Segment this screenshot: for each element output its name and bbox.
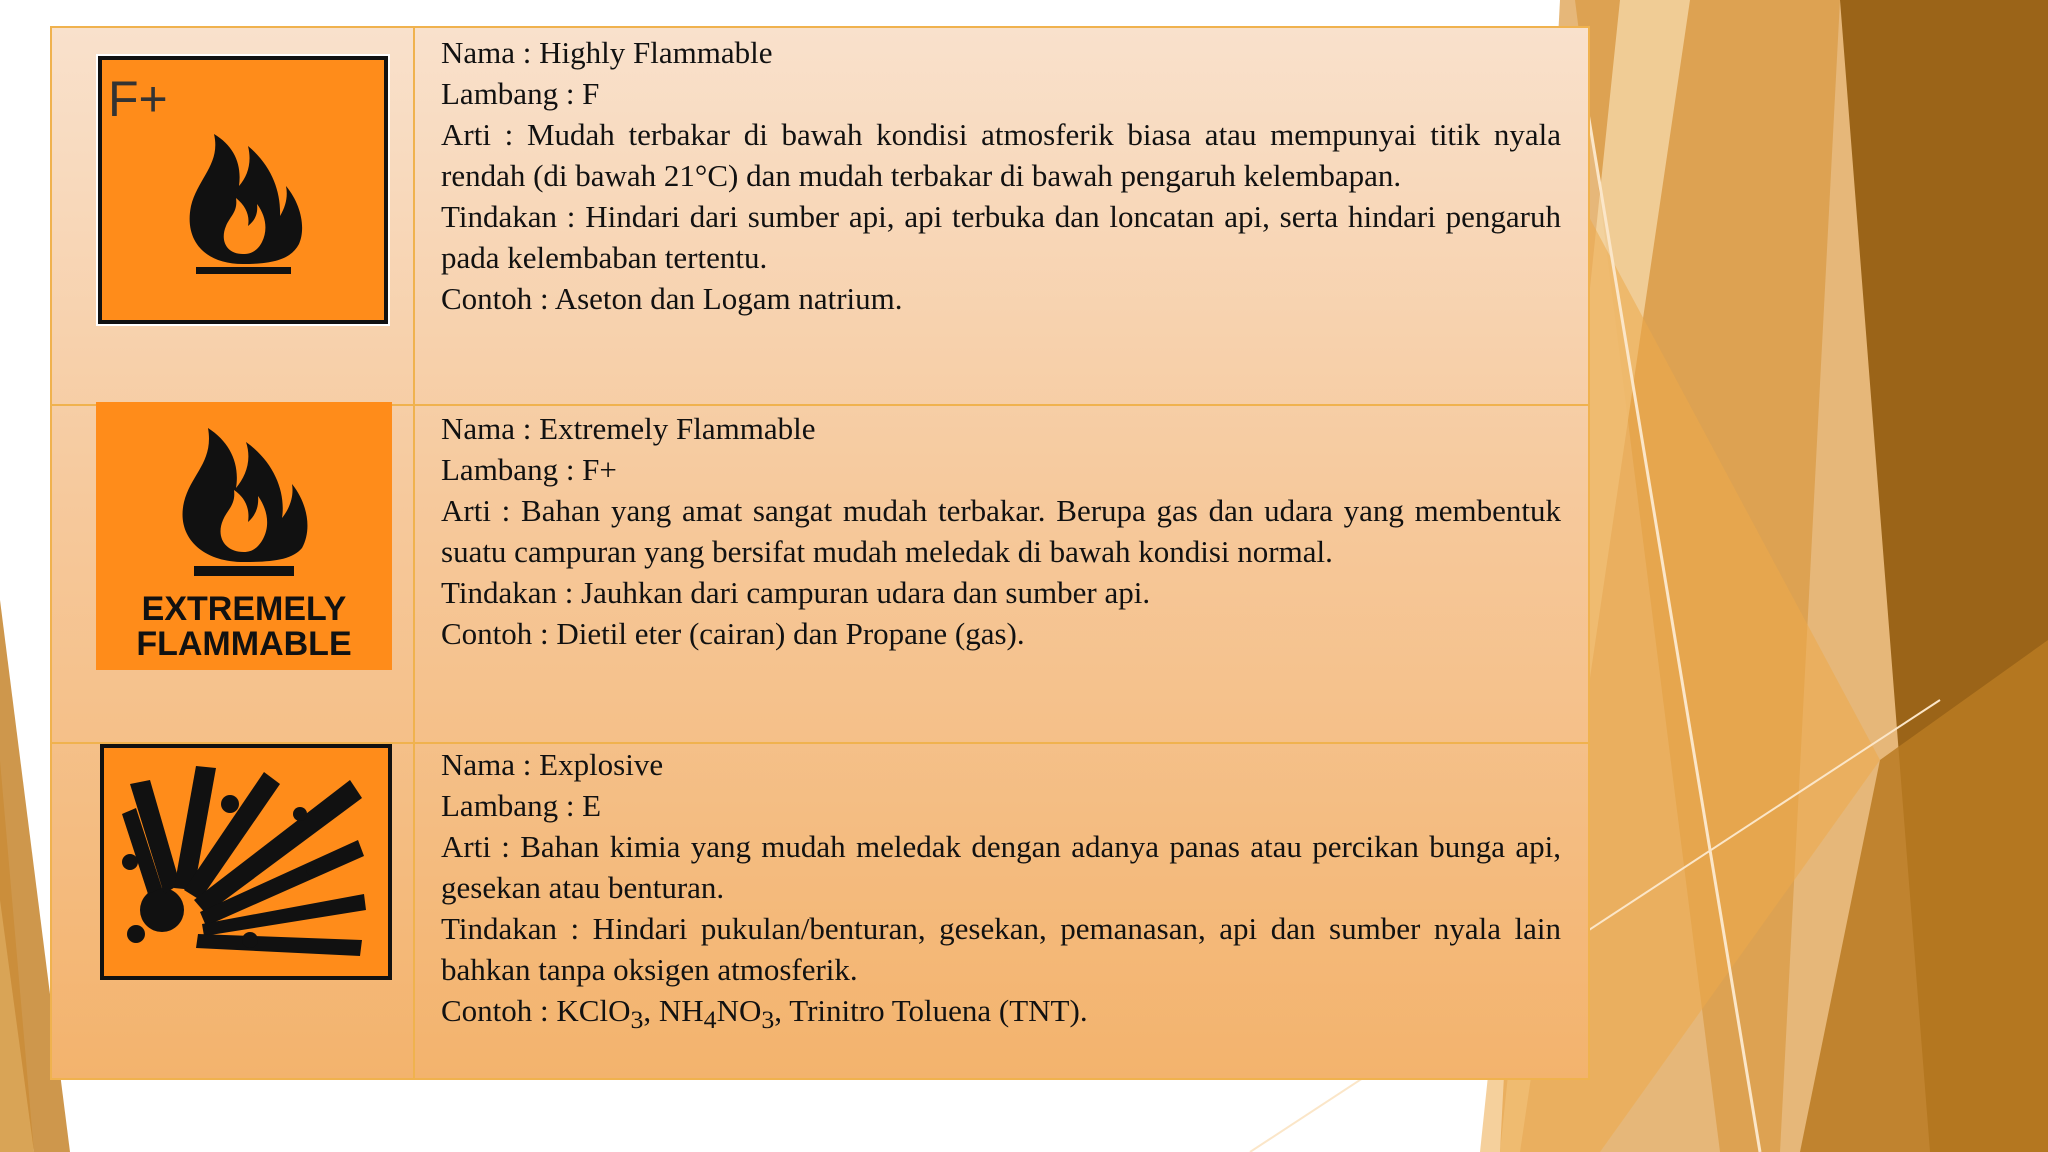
contoh-line: Contoh : Aseton dan Logam natrium. [441,281,903,316]
contoh-mid1: , NH [643,993,704,1028]
contoh-line [441,990,1561,1040]
hazard-row-highly-flammable [52,28,1588,404]
contoh-prefix: Contoh : KClO [441,993,631,1028]
nama-line: Nama : Explosive [441,747,664,782]
hazard-row-explosive [52,742,1588,1080]
symbol-cell [52,406,413,742]
nama-line: Nama : Highly Flammable [441,35,773,70]
column-divider [413,744,415,1080]
lambang-line: Lambang : F [441,76,600,111]
symbol-cell [52,28,413,404]
lambang-line: Lambang : F+ [441,452,617,487]
subscript: 4 [703,1005,717,1035]
nama-line: Nama : Extremely Flammable [441,411,816,446]
description-cell [441,744,1561,1040]
symbol-cell [52,744,413,1080]
symbol-code-text: F+ [108,71,168,127]
column-divider [413,28,415,404]
column-divider [413,406,415,742]
contoh-suffix: , Trinitro Toluena (TNT). [774,993,1088,1028]
arti-paragraph: Arti : Bahan yang amat sangat mudah terbakar. Berupa gas dan udara yang membentuk suatu campuran yang bersifat mudah meledak di bawah kondisi normal. [441,493,1561,569]
subscript: 3 [630,1005,644,1035]
tindakan-paragraph: Tindakan : Hindari dari sumber api, api terbuka dan loncatan api, serta hindari pengaruh pada kelembaban tertentu. [441,199,1561,275]
hazard-table [50,26,1590,1080]
arti-paragraph: Arti : Bahan kimia yang mudah meledak dengan adanya panas atau percikan bunga api, gesekan atau benturan. [441,829,1561,905]
contoh-mid2: NO [716,993,762,1028]
extremely-flammable-icon [96,402,392,670]
contoh-line: Contoh : Dietil eter (cairan) dan Propane (gas). [441,616,1025,651]
hazard-row-extremely-flammable [52,404,1588,742]
symbol-label-line1: EXTREMELY [141,590,347,628]
description-cell [441,408,1561,654]
arti-paragraph: Arti : Mudah terbakar di bawah kondisi atmosferik biasa atau mempunyai titik nyala rendah (di bawah 21°C) dan mudah terbakar di bawah pengaruh kelembapan. [441,117,1561,193]
explosive-icon [100,744,392,980]
tindakan-paragraph: Tindakan : Jauhkan dari campuran udara dan sumber api. [441,575,1151,610]
description-cell [441,32,1561,319]
subscript: 3 [761,1005,775,1035]
lambang-line: Lambang : E [441,788,602,823]
highly-flammable-icon [96,54,390,326]
tindakan-paragraph: Tindakan : Hindari pukulan/benturan, gesekan, pemanasan, api dan sumber nyala lain bahkan tanpa oksigen atmosferik. [441,911,1561,987]
symbol-label-line2: FLAMMABLE [136,625,352,663]
